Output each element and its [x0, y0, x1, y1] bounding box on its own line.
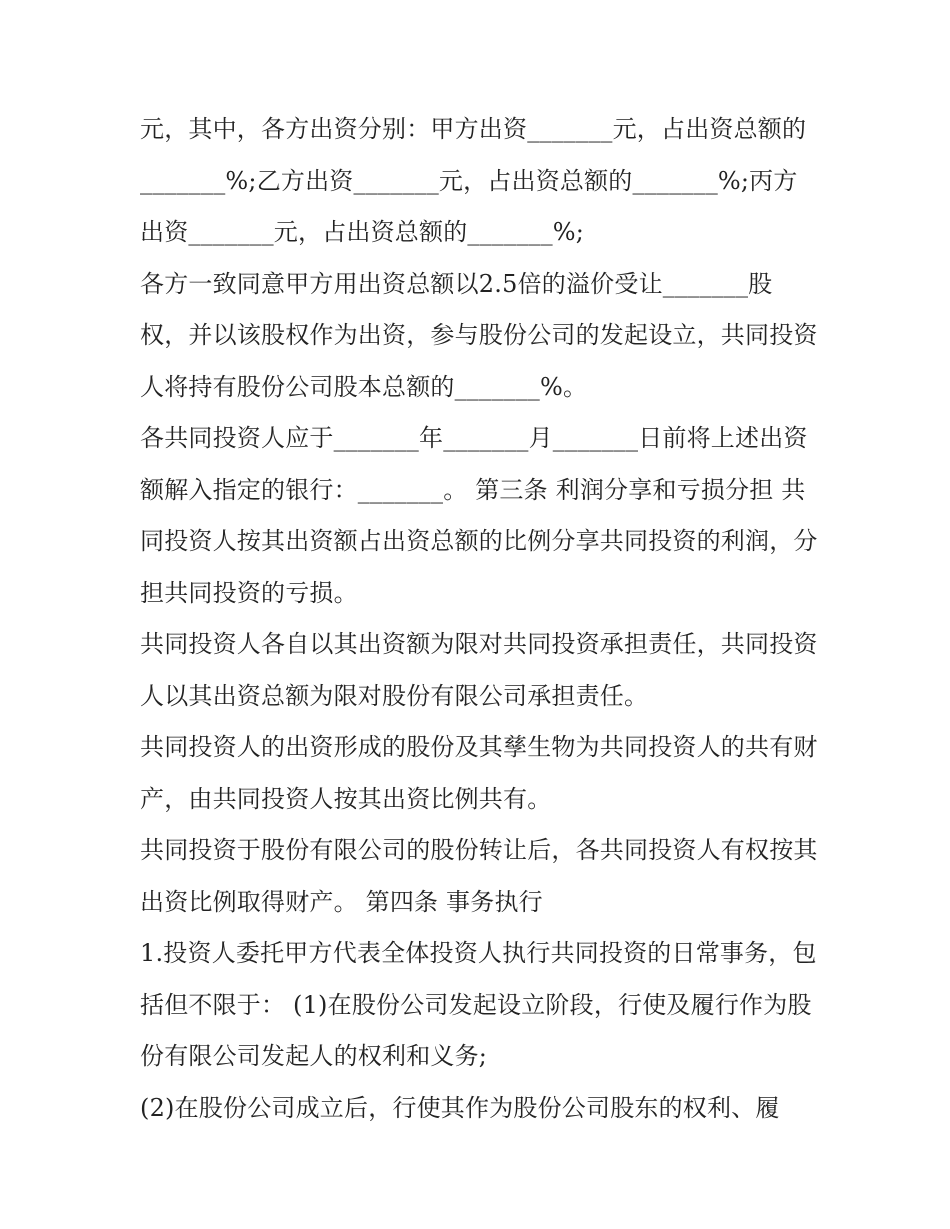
paragraph-affairs-execution: 1.投资人委托甲方代表全体投资人执行共同投资的日常事务，包括但不限于： (1)在股份公司发起设立阶段，行使及履行作为股份有限公司发起人的权利和义务;: [140, 939, 817, 1070]
paragraph-equity-transfer: 各方一致同意甲方用出资总额以2.5倍的溢价受让_______股权，并以该股权作为出资，参与股份公司的发起设立，共同投资人将持有股份公司股本总额的_______%。: [140, 269, 818, 401]
document-body: [140, 104, 820, 1134]
paragraph-payment-deadline: 各共同投资人应于_______年_______月_______日前将上述出资额解入指定的银行：_______。 第三条 利润分享和亏损分担 共同投资人按其出资额占出资总额的比例分享共同投资的利润，分担共同投资的亏损。: [140, 424, 818, 607]
paragraph-capital-contributions: 元，其中，各方出资分别：甲方出资_______元，占出资总额的_______%;乙方出资_______元，占出资总额的_______%;丙方出资_______元，占出资总额的_______%;: [140, 115, 807, 246]
paragraph-shareholder-rights: (2)在股份公司成立后，行使其作为股份公司股东的权利、履: [140, 1093, 780, 1122]
paragraph-liability: 共同投资人各自以其出资额为限对共同投资承担责任，共同投资人以其出资总额为限对股份有限公司承担责任。: [140, 630, 818, 710]
paragraph-common-property: 共同投资人的出资形成的股份及其孳生物为共同投资人的共有财产，由共同投资人按其出资比例共有。: [140, 733, 818, 813]
paragraph-share-transfer: 共同投资于股份有限公司的股份转让后，各共同投资人有权按其出资比例取得财产。 第四条 事务执行: [140, 836, 818, 916]
